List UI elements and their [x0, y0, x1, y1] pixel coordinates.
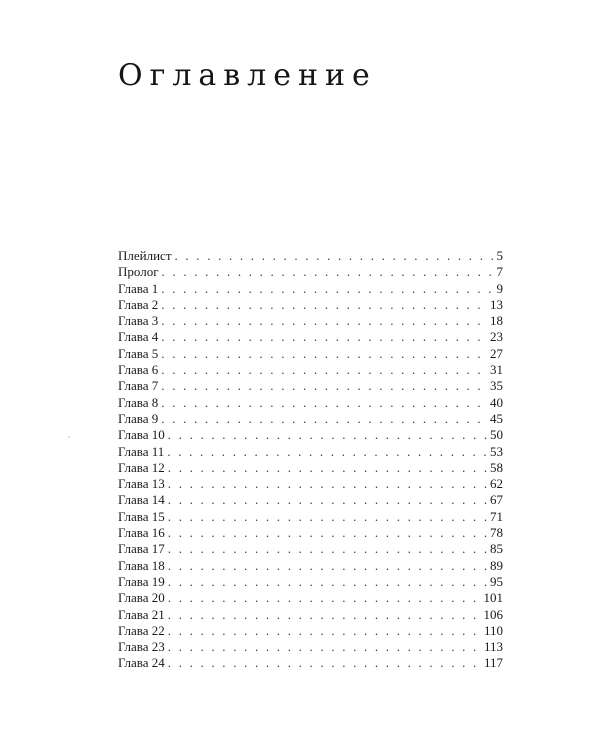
toc-entry-page-number: 50 — [490, 427, 503, 443]
dot-leader — [161, 362, 487, 378]
toc-entry[interactable] — [118, 297, 503, 313]
dot-leader — [168, 623, 481, 639]
toc-entry[interactable] — [118, 574, 503, 590]
toc-entry[interactable] — [118, 541, 503, 557]
toc-entry-title: Глава 16 — [118, 525, 165, 541]
toc-entry[interactable] — [118, 476, 503, 492]
toc-entry-page-number: 62 — [490, 476, 503, 492]
toc-entry[interactable] — [118, 313, 503, 329]
toc-entry-title: Глава 17 — [118, 541, 165, 557]
toc-entry-title: Глава 14 — [118, 492, 165, 508]
toc-entry-title: Глава 6 — [118, 362, 159, 378]
toc-entry-title: Глава 2 — [118, 296, 159, 312]
toc-entry-page-number: 27 — [490, 345, 503, 361]
toc-entry[interactable] — [118, 281, 503, 297]
toc-entry-title: Глава 18 — [118, 557, 165, 573]
toc-entry-page-number: 35 — [490, 378, 503, 394]
dot-leader — [161, 329, 487, 345]
dot-leader — [161, 346, 487, 362]
toc-entry-page-number: 58 — [490, 459, 503, 475]
toc-entry-page-number: 31 — [490, 362, 503, 378]
toc-entry-page-number: 53 — [490, 443, 503, 459]
dot-leader — [161, 378, 487, 394]
toc-entry-title: Глава 21 — [118, 606, 165, 622]
toc-entry-title: Глава 24 — [118, 655, 165, 671]
toc-entry[interactable] — [118, 492, 503, 508]
toc-entry-title: Глава 10 — [118, 427, 165, 443]
dot-leader — [168, 476, 487, 492]
toc-entry[interactable] — [118, 264, 503, 280]
toc-entry-page-number: 71 — [490, 508, 503, 524]
toc-entry-title: Глава 23 — [118, 639, 165, 655]
dot-leader — [161, 313, 487, 329]
toc-entry-page-number: 7 — [496, 264, 503, 280]
dot-leader — [168, 460, 487, 476]
dot-leader — [168, 525, 487, 541]
toc-entry-title: Глава 11 — [118, 443, 165, 459]
paper-speck — [68, 436, 70, 438]
dot-leader — [168, 639, 481, 655]
toc-entry-title: Глава 4 — [118, 329, 159, 345]
toc-entry-page-number: 23 — [490, 329, 503, 345]
dot-leader — [168, 541, 487, 557]
toc-entry-page-number: 45 — [490, 410, 503, 426]
toc-entry-title: Глава 19 — [118, 573, 165, 589]
toc-entry[interactable] — [118, 525, 503, 541]
toc-entry-page-number: 78 — [490, 525, 503, 541]
dot-leader — [162, 264, 494, 280]
toc-entry[interactable] — [118, 411, 503, 427]
dot-leader — [168, 427, 487, 443]
toc-entry-page-number: 9 — [496, 280, 503, 296]
toc-entry-page-number: 40 — [490, 394, 503, 410]
toc-entry-page-number: 85 — [490, 541, 503, 557]
toc-entry-title: Глава 15 — [118, 508, 165, 524]
toc-entry-title: Глава 12 — [118, 459, 165, 475]
toc-entry[interactable] — [118, 623, 503, 639]
page-title: Оглавление — [118, 58, 377, 93]
dot-leader — [168, 607, 481, 623]
dot-leader — [161, 297, 487, 313]
toc-entry[interactable] — [118, 639, 503, 655]
dot-leader — [168, 655, 481, 671]
toc-entry[interactable] — [118, 590, 503, 606]
dot-leader — [161, 411, 487, 427]
toc-entry-page-number: 106 — [483, 606, 503, 622]
dot-leader — [161, 281, 493, 297]
toc-entry[interactable] — [118, 248, 503, 264]
dot-leader — [167, 444, 487, 460]
toc-entry-page-number: 113 — [483, 639, 503, 655]
toc-entry[interactable] — [118, 427, 503, 443]
toc-entry-title: Плейлист — [118, 248, 172, 263]
toc-entry-title: Глава 22 — [118, 622, 165, 638]
toc-entry[interactable] — [118, 655, 503, 671]
toc-entry[interactable] — [118, 378, 503, 394]
toc-entry-page-number: 18 — [490, 313, 503, 329]
dot-leader — [175, 248, 494, 264]
toc-entry-title: Пролог — [118, 264, 159, 280]
table-of-contents — [118, 248, 503, 672]
dot-leader — [168, 492, 487, 508]
toc-entry-title: Глава 5 — [118, 345, 159, 361]
toc-entry-title: Глава 20 — [118, 590, 165, 606]
dot-leader — [168, 590, 481, 606]
toc-entry[interactable] — [118, 460, 503, 476]
toc-entry-page-number: 95 — [490, 573, 503, 589]
toc-entry-page-number: 101 — [483, 590, 503, 606]
dot-leader — [168, 574, 487, 590]
toc-entry-page-number: 117 — [483, 655, 503, 671]
toc-entry-title: Глава 3 — [118, 313, 159, 329]
toc-entry-page-number: 110 — [483, 622, 503, 638]
toc-entry[interactable] — [118, 346, 503, 362]
dot-leader — [168, 558, 487, 574]
toc-entry-title: Глава 13 — [118, 476, 165, 492]
toc-entry[interactable] — [118, 329, 503, 345]
toc-entry[interactable] — [118, 444, 503, 460]
dot-leader — [168, 509, 487, 525]
toc-entry-page-number: 13 — [490, 296, 503, 312]
toc-entry[interactable] — [118, 395, 503, 411]
toc-entry-title: Глава 7 — [118, 378, 159, 394]
toc-entry[interactable] — [118, 607, 503, 623]
toc-entry[interactable] — [118, 362, 503, 378]
toc-entry-title: Глава 8 — [118, 394, 159, 410]
toc-entry-page-number: 67 — [490, 492, 503, 508]
toc-entry[interactable] — [118, 558, 503, 574]
toc-entry[interactable] — [118, 509, 503, 525]
toc-entry-page-number: 89 — [490, 557, 503, 573]
toc-entry-title: Глава 1 — [118, 280, 159, 296]
dot-leader — [161, 395, 487, 411]
toc-entry-title: Глава 9 — [118, 410, 159, 426]
toc-entry-page-number: 5 — [496, 248, 503, 263]
